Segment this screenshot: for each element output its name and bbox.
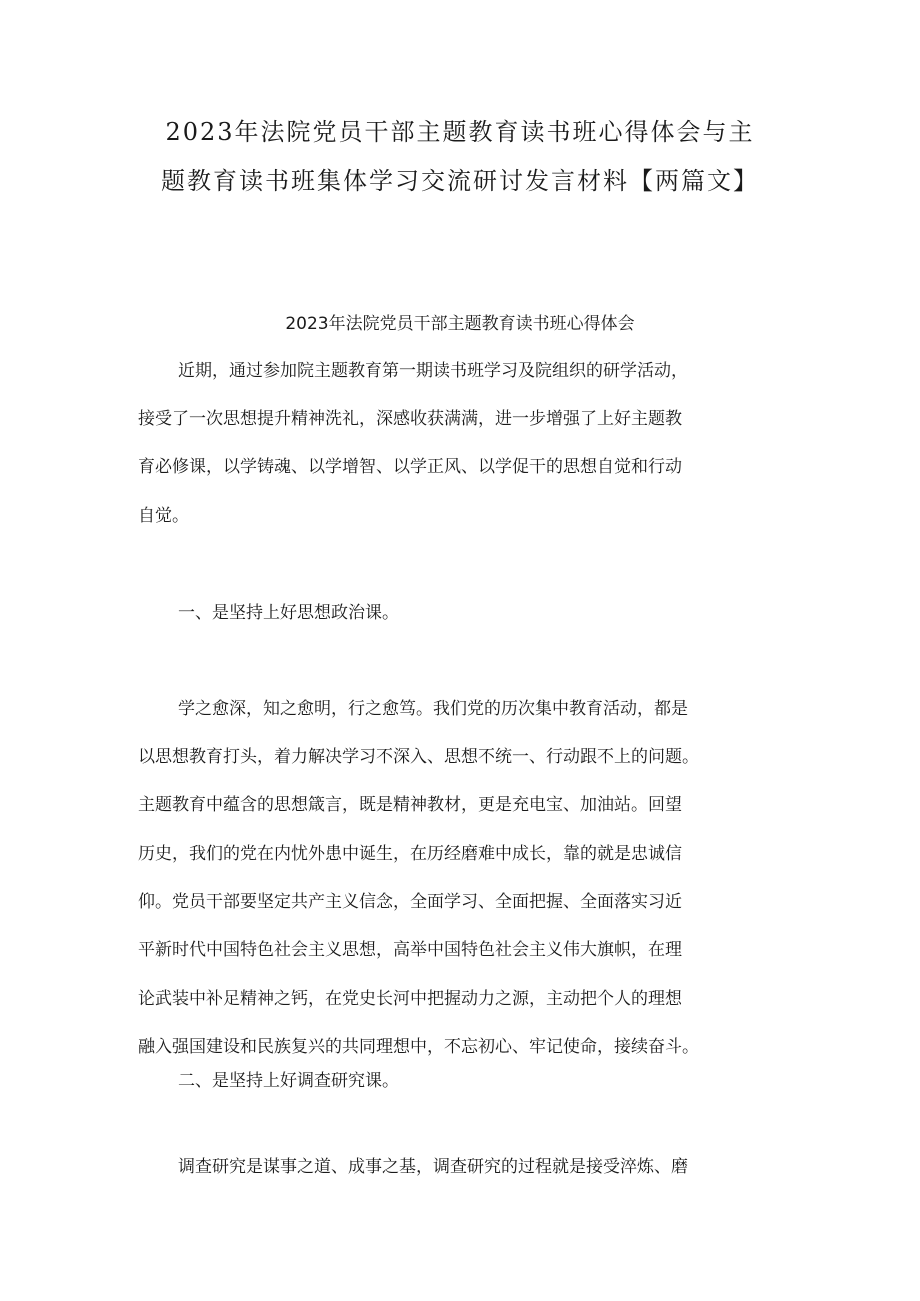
paragraph-line: 平新时代中国特色社会主义思想，高举中国特色社会主义伟大旗帜，在理: [138, 940, 682, 960]
paragraph-line: 学之愈深，知之愈明，行之愈笃。我们党的历次集中教育活动，都是: [178, 699, 688, 719]
paragraph-line: 主题教育中蕴含的思想箴言，既是精神教材，更是充电宝、加油站。回望: [138, 795, 682, 815]
paragraph-line: 自觉。: [138, 506, 189, 526]
paragraph-line: 接受了一次思想提升精神洗礼，深感收获满满，进一步增强了上好主题教: [138, 409, 682, 429]
document-title-line-2: 题教育读书班集体学习交流研讨发言材料【两篇文】: [161, 167, 759, 195]
document-title-line-1: 2023年法院党员干部主题教育读书班心得体会与主: [165, 118, 755, 146]
paragraph-line: 融入强国建设和民族复兴的共同理想中，不忘初心、牢记使命，接续奋斗。: [138, 1037, 699, 1057]
section-title: 2023年法院党员干部主题教育读书班心得体会: [285, 314, 635, 334]
paragraph-line: 调查研究是谋事之道、成事之基，调查研究的过程就是接受淬炼、磨: [178, 1157, 688, 1177]
document-title: [120, 108, 800, 206]
heading-line: 二、是坚持上好调查研究课。: [178, 1071, 399, 1091]
paragraph-line: 论武装中补足精神之钙，在党史长河中把握动力之源，主动把个人的理想: [138, 989, 682, 1009]
paragraph-line: 仰。党员干部要坚定共产主义信念，全面学习、全面把握、全面落实习近: [138, 892, 682, 912]
heading-line: 一、是坚持上好思想政治课。: [178, 603, 399, 623]
paragraph-line: 近期，通过参加院主题教育第一期读书班学习及院组织的研学活动，: [178, 361, 688, 381]
paragraph-line: 以思想教育打头，着力解决学习不深入、思想不统一、行动跟不上的问题。: [138, 747, 699, 767]
paragraph-line: 育必修课，以学铸魂、以学增智、以学正风、以学促干的思想自觉和行动: [138, 457, 682, 477]
paragraph-line: 历史，我们的党在内忧外患中诞生，在历经磨难中成长，靠的就是忠诚信: [138, 844, 682, 864]
